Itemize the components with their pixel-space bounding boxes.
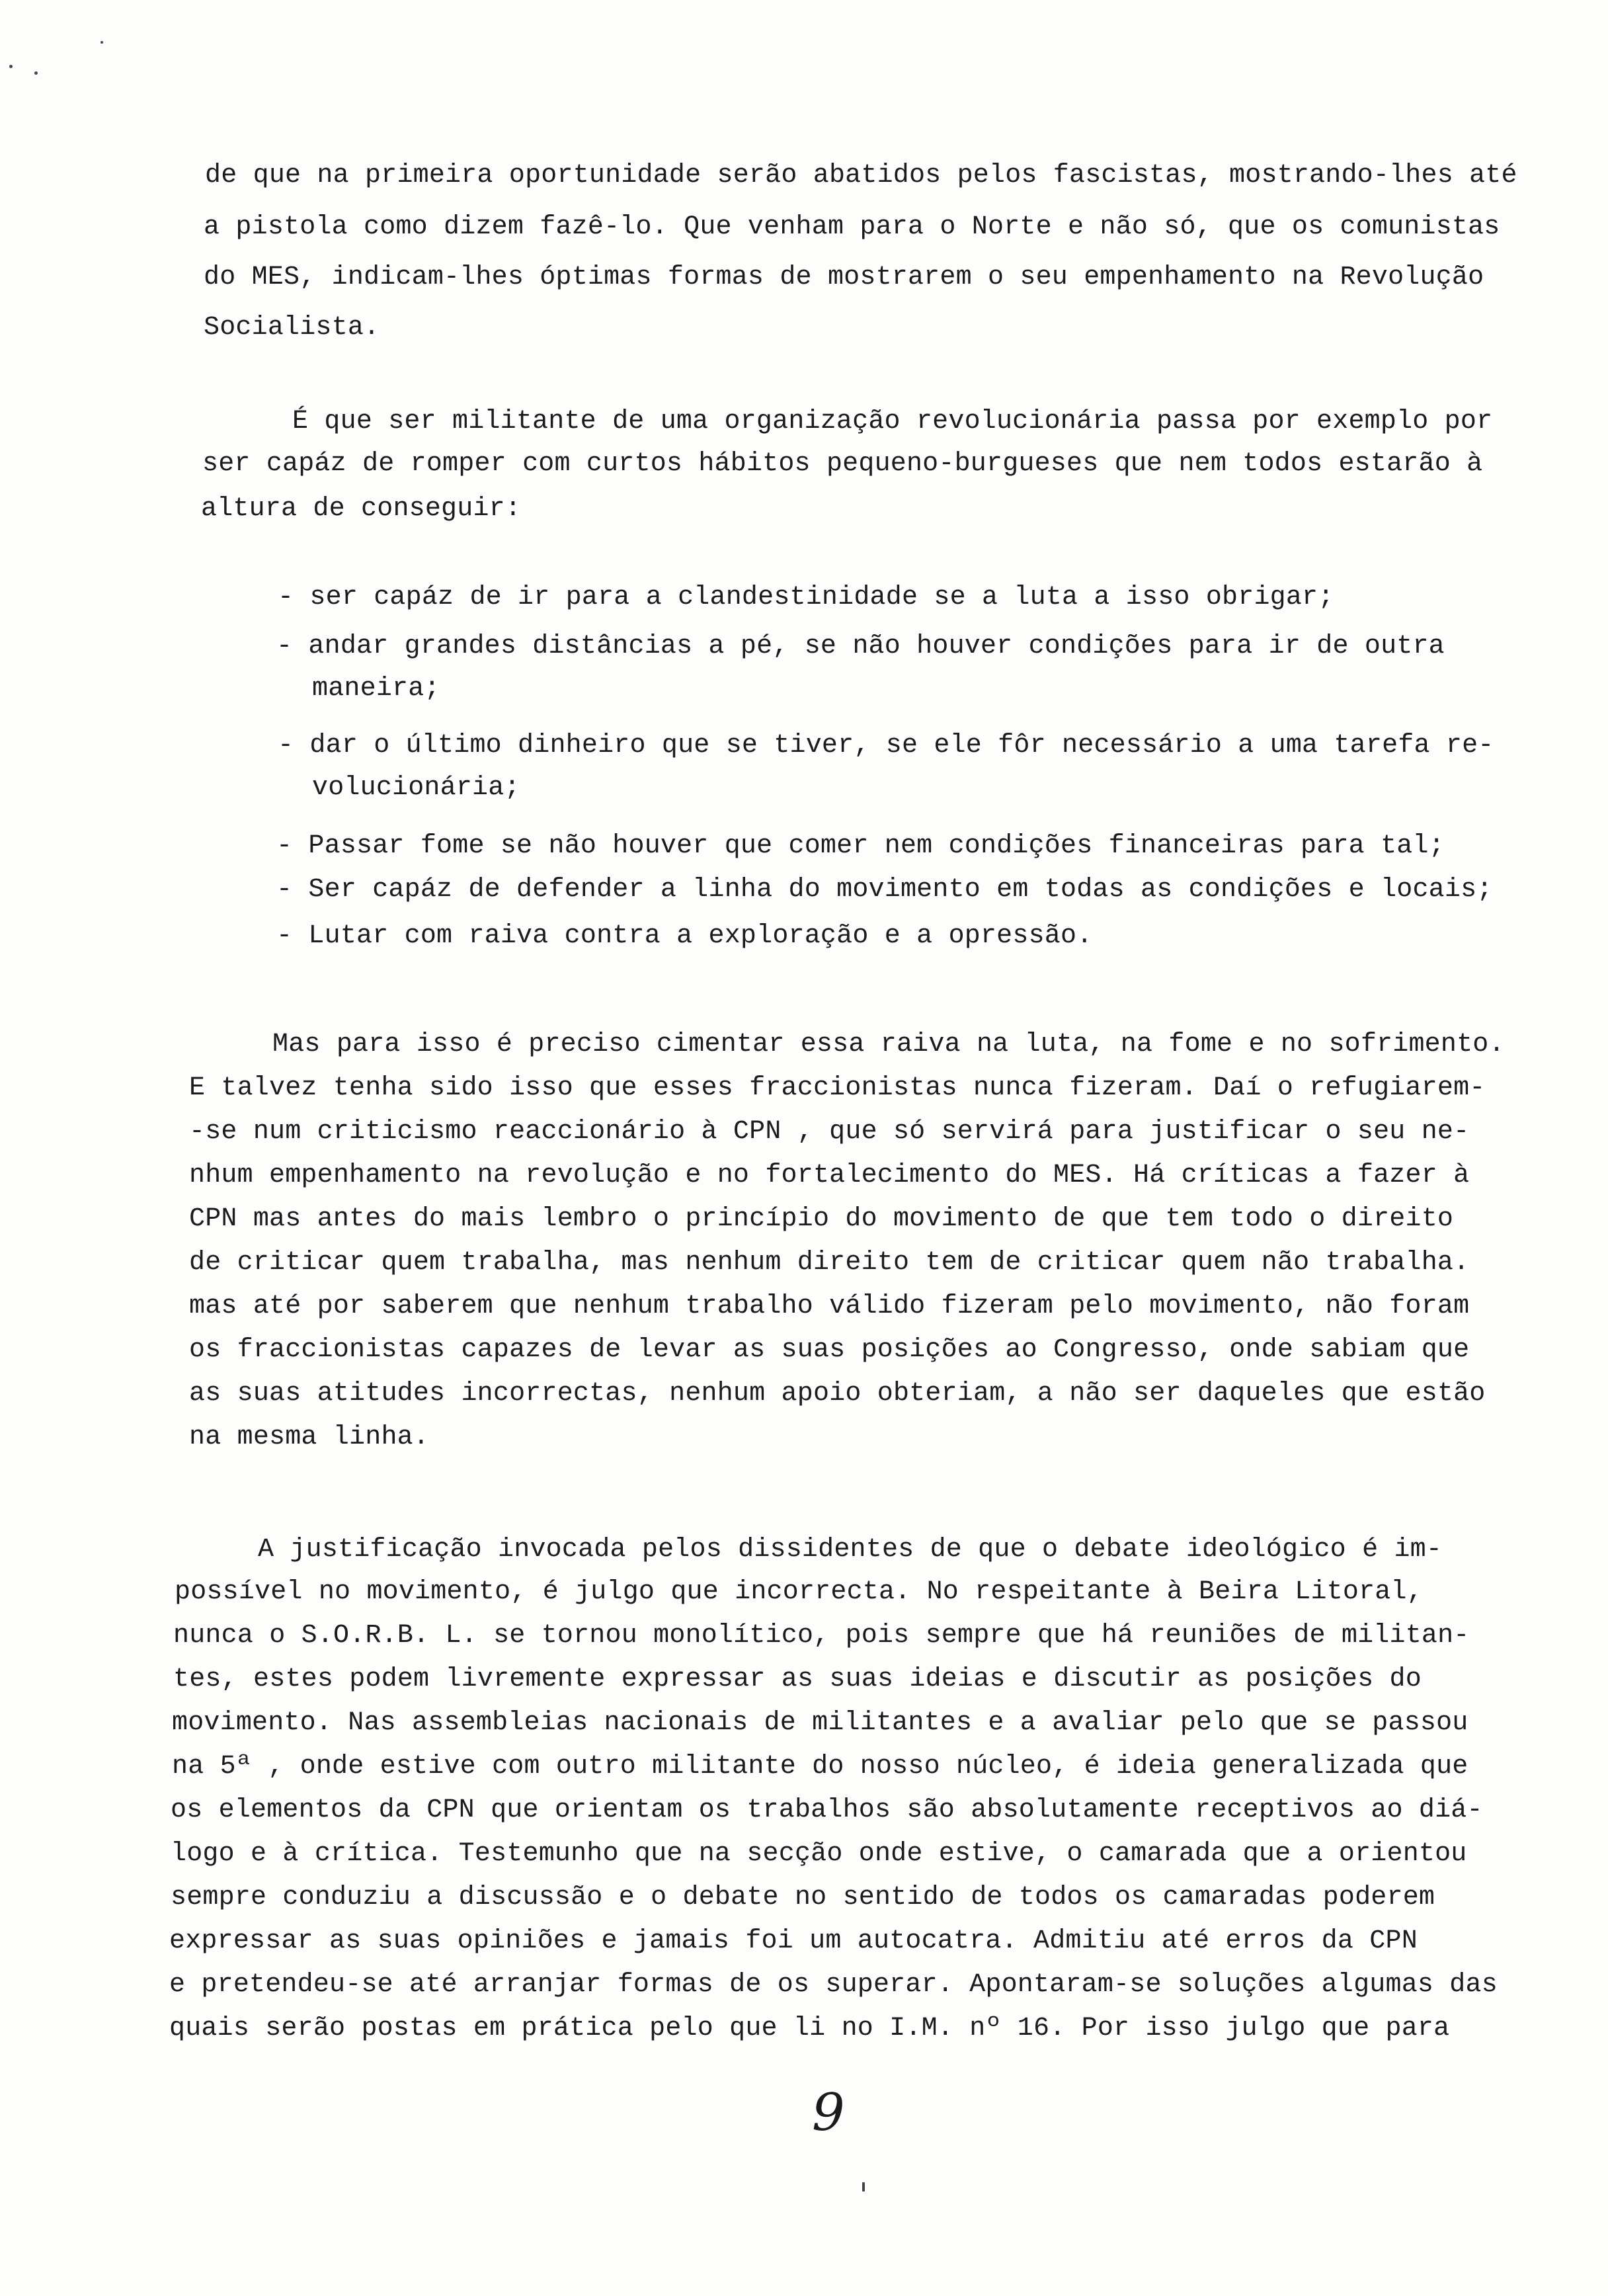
text-line: movimento. Nas assembleias nacionais de militantes e a avaliar pelo que se passou (172, 1708, 1468, 1738)
text-line: E talvez tenha sido isso que esses fraccionistas nunca fizeram. Daí o refugiarem- (189, 1073, 1486, 1103)
text-line: e pretendeu-se até arranjar formas de os superar. Apontaram-se soluções algumas das (169, 1970, 1498, 2000)
text-line: ser capáz de romper com curtos hábitos pequeno-burgueses que nem todos estarão à (202, 449, 1483, 479)
text-line: logo e à crítica. Testemunho que na secção onde estive, o camarada que a orientou (171, 1839, 1467, 1869)
scan-speck (34, 71, 38, 75)
text-line: Mas para isso é preciso cimentar essa raiva na luta, na fome e no sofrimento. (272, 1030, 1505, 1059)
list-item: - ser capáz de ir para a clandestinidade se a luta a isso obrigar; (278, 583, 1334, 612)
list-item: - andar grandes distâncias a pé, se não houver condições para ir de outra (276, 632, 1445, 661)
list-item: - Lutar com raiva contra a exploração e a opressão. (276, 921, 1093, 951)
text-line: A justificação invocada pelos dissidentes de que o debate ideológico é im- (258, 1535, 1443, 1565)
scan-speck (862, 2182, 865, 2192)
text-line: os elementos da CPN que orientam os trabalhos são absolutamente receptivos ao diá- (171, 1795, 1483, 1825)
text-line: expressar as suas opiniões e jamais foi um autocatra. Admitiu até erros da CPN (169, 1926, 1418, 1956)
list-item: - Passar fome se não houver que comer nem condições financeiras para tal; (276, 831, 1445, 861)
text-line: possível no movimento, é julgo que incorrecta. No respeitante à Beira Litoral, (175, 1577, 1423, 1607)
scan-speck (9, 65, 13, 68)
text-line: os fraccionistas capazes de levar as suas posições ao Congresso, onde sabiam que (189, 1335, 1470, 1365)
text-line: de criticar quem trabalha, mas nenhum direito tem de criticar quem não trabalha. (189, 1248, 1470, 1278)
text-line: a pistola como dizem fazê-lo. Que venham para o Norte e não só, que os comunistas (204, 212, 1500, 242)
text-line: sempre conduziu a discussão e o debate no sentido de todos os camaradas poderem (171, 1883, 1435, 1912)
text-line: nhum empenhamento na revolução e no fortalecimento do MES. Há críticas a fazer à (189, 1161, 1470, 1190)
text-line: de que na primeira oportunidade serão abatidos pelos fascistas, mostrando-lhes até (205, 161, 1517, 190)
text-line: tes, estes podem livremente expressar as suas ideias e discutir as posições do (173, 1664, 1422, 1694)
text-line: Socialista. (204, 313, 380, 343)
text-line: nunca o S.O.R.B. L. se tornou monolítico, pois sempre que há reuniões de militan- (173, 1621, 1470, 1651)
text-line: -se num criticismo reaccionário à CPN , que só servirá para justificar o seu ne- (189, 1117, 1470, 1147)
text-line: mas até por saberem que nenhum trabalho válido fizeram pelo movimento, não foram (189, 1292, 1470, 1321)
list-item: - Ser capáz de defender a linha do movimento em todas as condições e locais; (276, 875, 1493, 905)
list-item: - dar o último dinheiro que se tiver, se ele fôr necessário a uma tarefa re- (278, 731, 1494, 760)
text-line: altura de conseguir: (201, 494, 522, 524)
text-line: CPN mas antes do mais lembro o princípio do movimento de que tem todo o direito (189, 1204, 1454, 1234)
list-item-continuation: volucionária; (312, 773, 520, 803)
scan-speck (100, 41, 103, 44)
text-line: É que ser militante de uma organização revolucionária passa por exemplo por (292, 407, 1493, 436)
text-line: quais serão postas em prática pelo que li no I.M. nº 16. Por isso julgo que para (169, 2014, 1450, 2043)
text-line: na mesma linha. (189, 1422, 430, 1452)
list-item-continuation: maneira; (312, 674, 440, 704)
text-line: as suas atitudes incorrectas, nenhum apoio obteriam, a não ser daqueles que estão (189, 1379, 1486, 1409)
text-line: na 5ª , onde estive com outro militante do nosso núcleo, é ideia generalizada que (172, 1752, 1468, 1782)
page-number: 9 (812, 2083, 845, 2143)
text-line: do MES, indicam-lhes óptimas formas de mostrarem o seu empenhamento na Revolução (204, 263, 1484, 292)
